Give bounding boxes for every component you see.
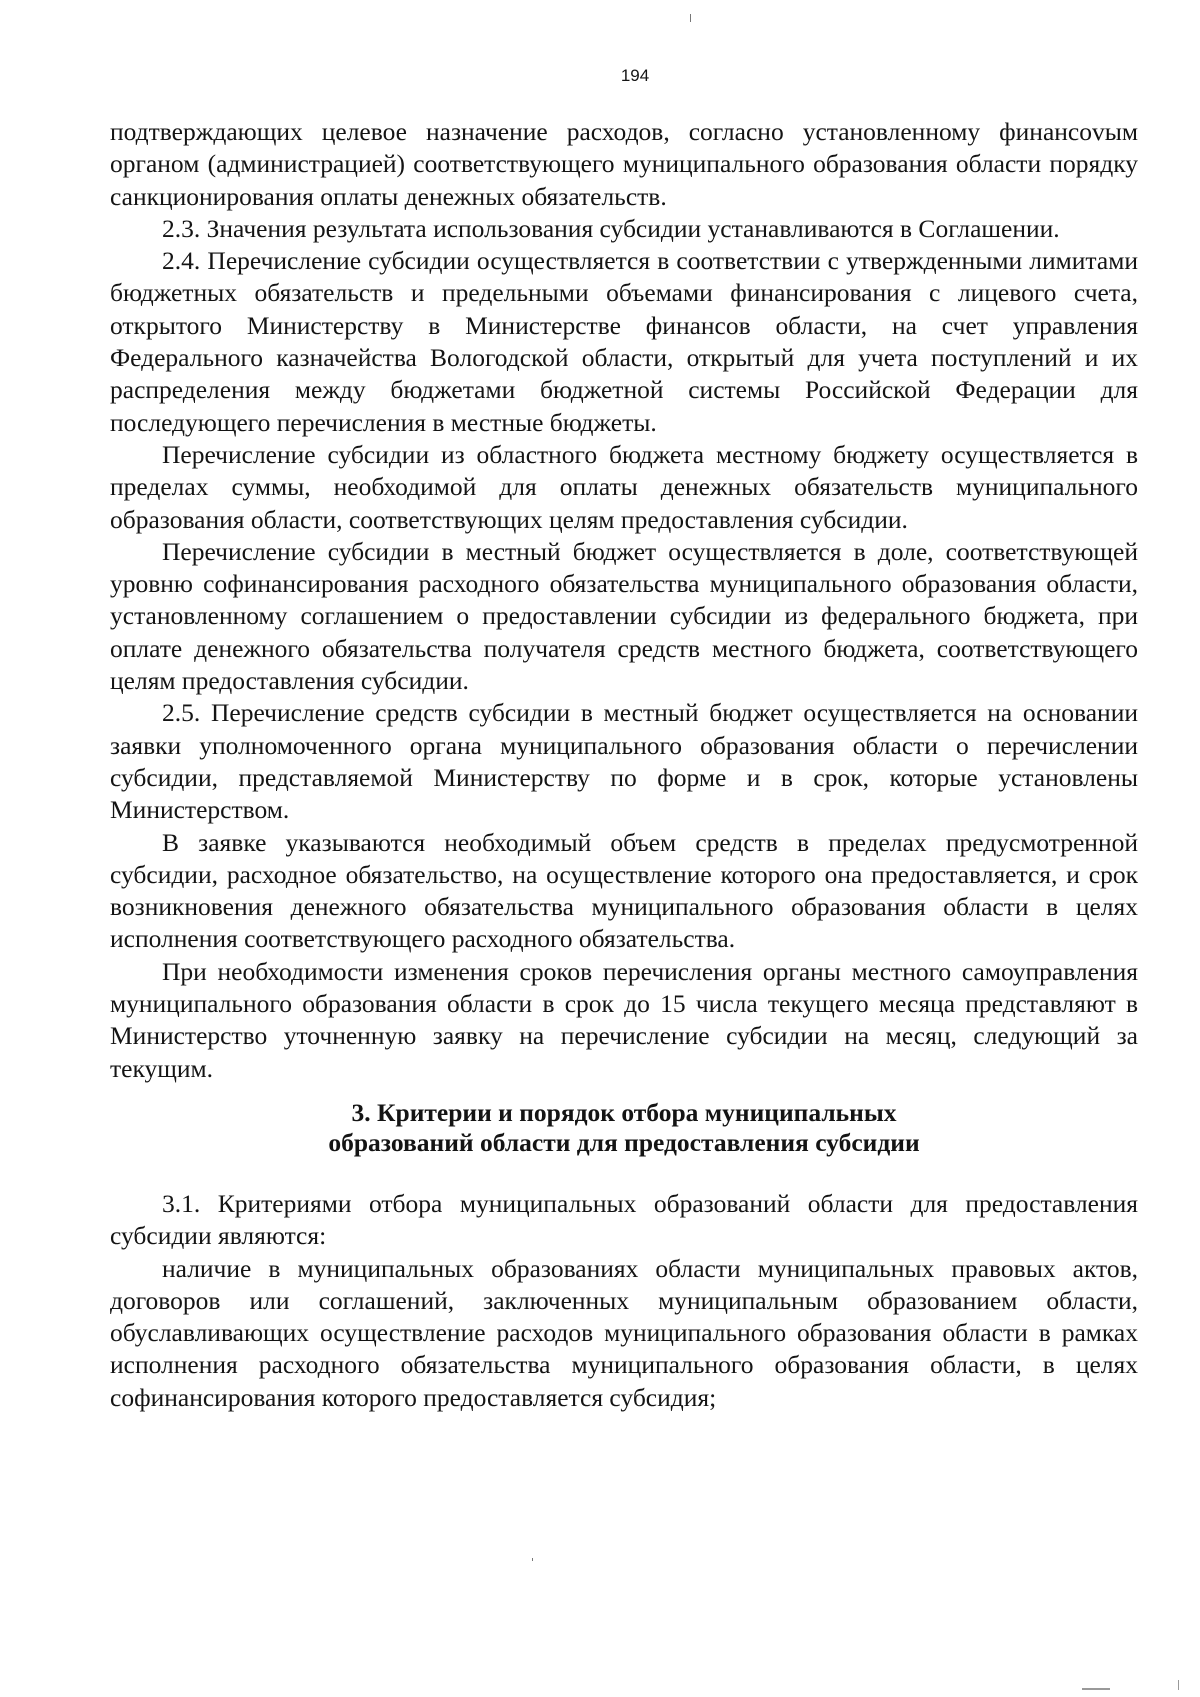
paragraph-transfer-limits: Перечисление субсидии из областного бюджета местному бюджету осуществляется в пределах суммы, необходимой для оплаты денежных обязательств муниципального образования области, соответствующих целям предоставления субсидии. <box>110 439 1138 534</box>
section-3-heading-line-1: 3. Критерии и порядок отбора муниципальных <box>351 1098 897 1127</box>
paragraph-continuation: подтверждающих целевое назначение расходов, согласно установленному финансоvым органом (администрацией) соответствующего муниципального образования области порядку санкционирования оплаты денежных обязательств. <box>110 117 1138 211</box>
paragraph-transfer-share: Перечисление субсидии в местный бюджет осуществляется в доле, соответствующей уровню софинансирования расходного обязательства муниципального образования области, установленному соглашением о предоставлении субсидии из федерального бюджета, при оплате денежного обязательства получателя средств местного бюджета, соответствующего целям предоставления субсидии. <box>110 536 1138 696</box>
scan-mark-bottom <box>532 1558 533 1561</box>
page-number: 194 <box>620 66 650 85</box>
paragraph-2-3: 2.3. Значения результата использования субсидии устанавливаются в Соглашении. <box>162 213 1060 243</box>
section-2-body <box>110 116 1138 1085</box>
scan-mark-corner <box>1082 1688 1110 1690</box>
paragraph-2-4: 2.4. Перечисление субсидии осуществляется в соответствии с утвержденными лимитами бюджетных обязательств и предельными объемами финансирования с лицевого счета, открытого Министерству в Министерстве финансов области, на счет управления Федерального казначейства Вологодской области, открытый для учета поступлений и их распределения между бюджетами бюджетной системы Российской Федерации для последующего перечисления в местные бюджеты. <box>110 246 1138 437</box>
paragraph-term-change: При необходимости изменения сроков перечисления органы местного самоуправления муниципального образования области в срок до 15 числа текущего месяца представляют в Министерство уточненную заявку на перечисление субсидии на месяц, следующий за текущим. <box>110 956 1138 1083</box>
scan-mark-edge <box>1178 1680 1179 1690</box>
scan-mark-top <box>690 14 691 22</box>
paragraph-criterion-legal-acts: наличие в муниципальных образованиях области муниципальных правовых актов, договоров или соглашений, заключенных муниципальным образованием области, обуславливающих осуществление расходов муниципального образования области в рамках исполнения расходного обязательства муниципального образования области, в целях софинансирования которого предоставляется субсидия; <box>110 1253 1138 1412</box>
paragraph-2-5: 2.5. Перечисление средств субсидии в местный бюджет осуществляется на основании заявки уполномоченного органа муниципального образования области о перечислении субсидии, представляемой Министерству по форме и в срок, которые установлены Министерством. <box>110 698 1138 825</box>
section-3-heading-line-2: образований области для предоставления субсидии <box>328 1128 920 1157</box>
paragraph-application-contents: В заявке указываются необходимый объем средств в пределах предусмотренной субсидии, расходное обязательство, на осуществление которого она предоставляется, и срок возникновения денежного обязательства муниципального образования области в целях исполнения соответствующего расходного обязательства. <box>110 827 1138 954</box>
paragraph-3-1: 3.1. Критериями отбора муниципальных образований области для предоставления субсидии являются: <box>110 1189 1138 1251</box>
section-3-heading <box>110 1098 1138 1158</box>
section-3-body <box>110 1188 1138 1414</box>
